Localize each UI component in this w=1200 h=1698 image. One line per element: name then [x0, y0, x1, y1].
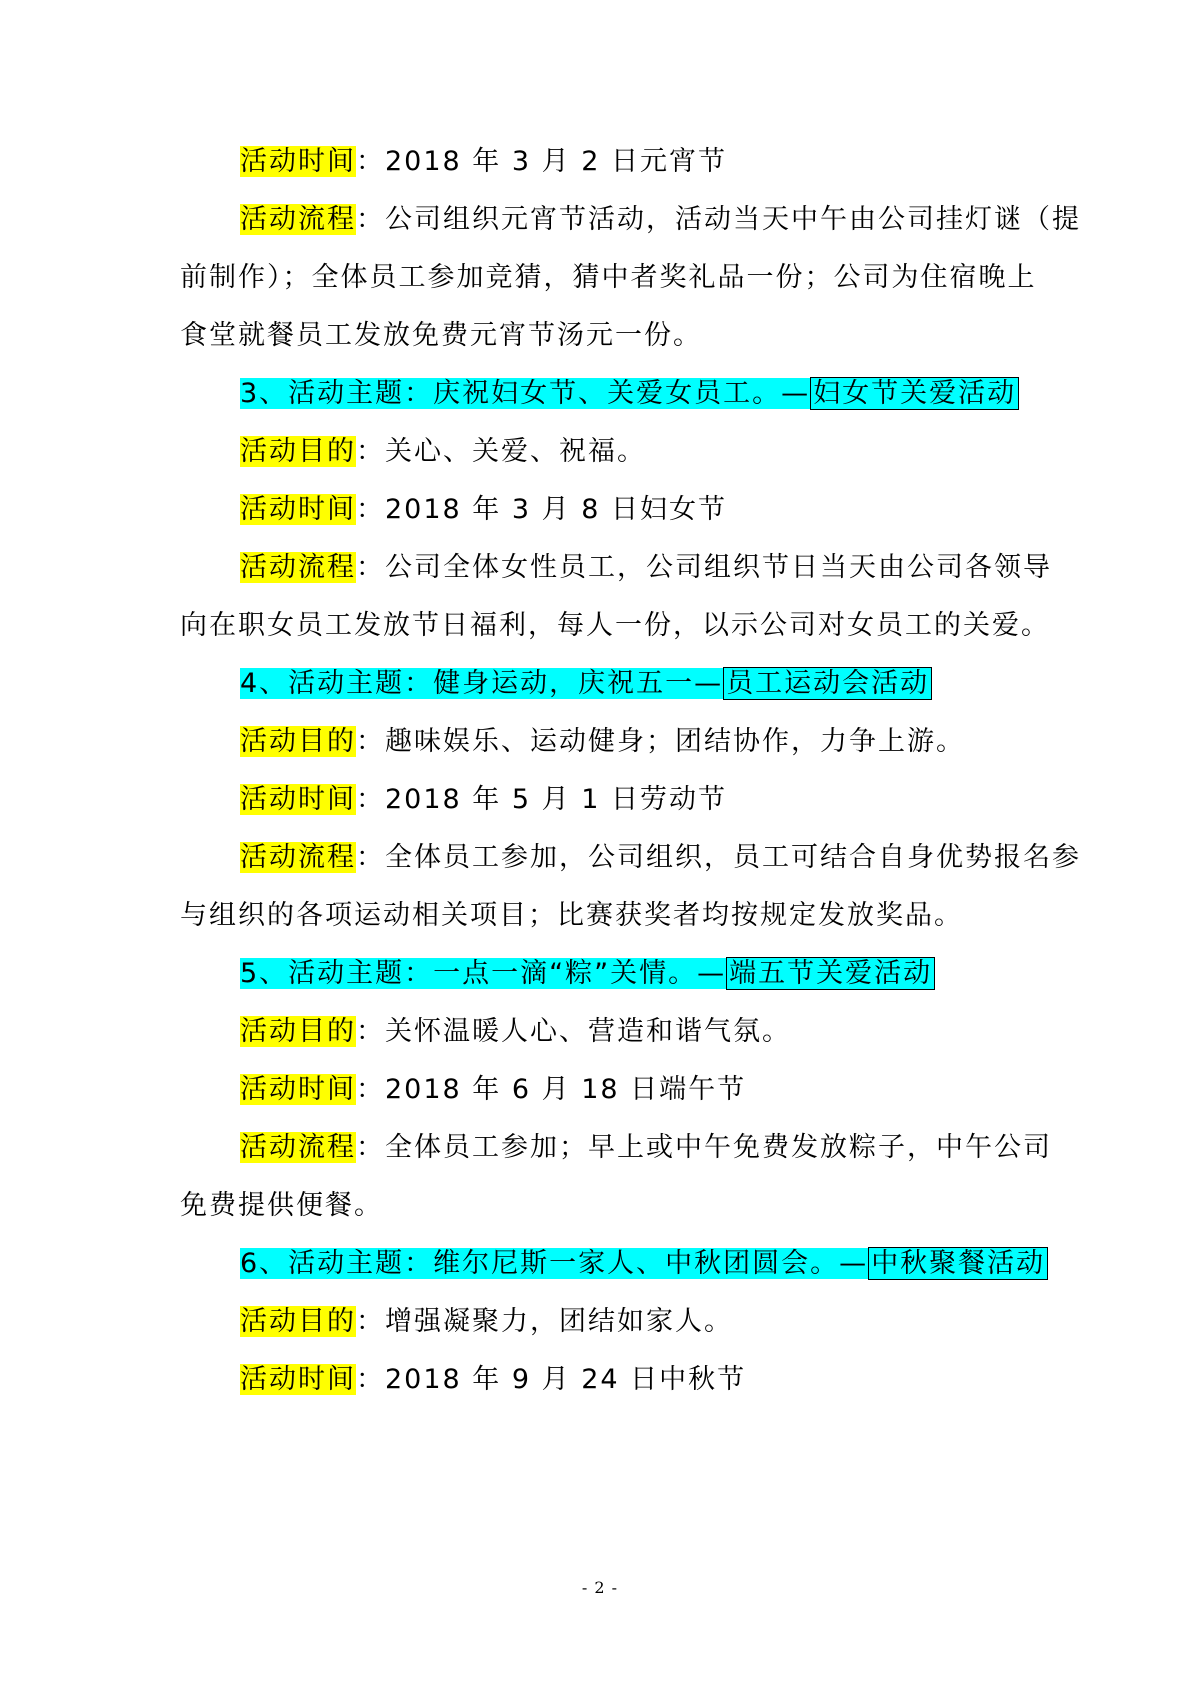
field-line — [240, 485, 1040, 535]
heading-boxed-title: 员工运动会活动 — [723, 667, 932, 700]
page-number: - 2 - — [581, 1578, 619, 1597]
heading-text: 4、活动主题：健身运动，庆祝五一— — [240, 668, 724, 699]
field-line — [240, 1355, 1040, 1405]
field-label: 活动目的 — [240, 1016, 356, 1047]
field-line — [240, 717, 1040, 767]
field-line — [240, 1065, 1040, 1115]
field-value: ：关心、关爱、祝福。 — [356, 436, 646, 467]
field-value: ：关怀温暖人心、营造和谐气氛。 — [356, 1016, 791, 1047]
field-label: 活动时间 — [240, 146, 356, 177]
field-value: ：2018 年 9 月 24 日中秋节 — [356, 1364, 747, 1395]
field-label: 活动流程 — [240, 552, 356, 583]
heading-boxed-title: 中秋聚餐活动 — [868, 1247, 1048, 1280]
heading-boxed-title: 妇女节关爱活动 — [810, 377, 1019, 410]
continuation-line: 与组织的各项运动相关项目；比赛获奖者均按规定发放奖品。 — [180, 900, 963, 931]
field-value: ：公司全体女性员工，公司组织节日当天由公司各领导 — [356, 552, 1052, 583]
continuation-line: 前制作）；全体员工参加竞猜，猜中者奖礼品一份；公司为住宿晚上 — [180, 262, 1037, 293]
section-heading — [240, 659, 1100, 709]
field-label: 活动时间 — [240, 1364, 356, 1395]
continuation-line: 食堂就餐员工发放免费元宵节汤元一份。 — [180, 320, 702, 351]
continuation-line: 免费提供便餐。 — [180, 1190, 383, 1221]
field-label: 活动目的 — [240, 1306, 356, 1337]
field-value: ：全体员工参加；早上或中午免费发放粽子，中午公司 — [356, 1132, 1052, 1163]
field-line — [240, 775, 1040, 825]
field-value: ：趣味娱乐、运动健身；团结协作，力争上游。 — [356, 726, 965, 757]
field-label: 活动时间 — [240, 1074, 356, 1105]
heading-text: 6、活动主题：维尔尼斯一家人、中秋团圆会。— — [240, 1248, 869, 1279]
field-label: 活动时间 — [240, 784, 356, 815]
field-label: 活动时间 — [240, 494, 356, 525]
field-line — [240, 543, 1052, 593]
field-label: 活动目的 — [240, 436, 356, 467]
field-line — [240, 833, 1081, 883]
field-value: ：2018 年 3 月 8 日妇女节 — [356, 494, 727, 525]
field-label: 活动目的 — [240, 726, 356, 757]
field-value: ：公司组织元宵节活动，活动当天中午由公司挂灯谜（提 — [356, 204, 1081, 235]
field-label: 活动流程 — [240, 842, 356, 873]
field-value: ：2018 年 5 月 1 日劳动节 — [356, 784, 727, 815]
field-line — [240, 1297, 1040, 1347]
section-heading — [240, 369, 1100, 419]
section-heading — [240, 1239, 1100, 1289]
field-value: ：2018 年 3 月 2 日元宵节 — [356, 146, 727, 177]
field-line — [240, 137, 1040, 187]
section-heading — [240, 949, 1100, 999]
field-line — [240, 427, 1040, 477]
field-value: ：全体员工参加，公司组织，员工可结合自身优势报名参 — [356, 842, 1081, 873]
continuation-line: 向在职女员工发放节日福利，每人一份，以示公司对女员工的关爱。 — [180, 610, 1050, 641]
field-value: ：2018 年 6 月 18 日端午节 — [356, 1074, 747, 1105]
field-value: ：增强凝聚力，团结如家人。 — [356, 1306, 733, 1337]
field-line — [240, 1123, 1052, 1173]
field-line — [240, 195, 1081, 245]
field-label: 活动流程 — [240, 204, 356, 235]
heading-text: 3、活动主题：庆祝妇女节、关爱女员工。— — [240, 378, 811, 409]
heading-text: 5、活动主题：一点一滴“粽”关情。— — [240, 958, 727, 989]
field-line — [240, 1007, 1040, 1057]
heading-boxed-title: 端五节关爱活动 — [726, 957, 935, 990]
field-label: 活动流程 — [240, 1132, 356, 1163]
